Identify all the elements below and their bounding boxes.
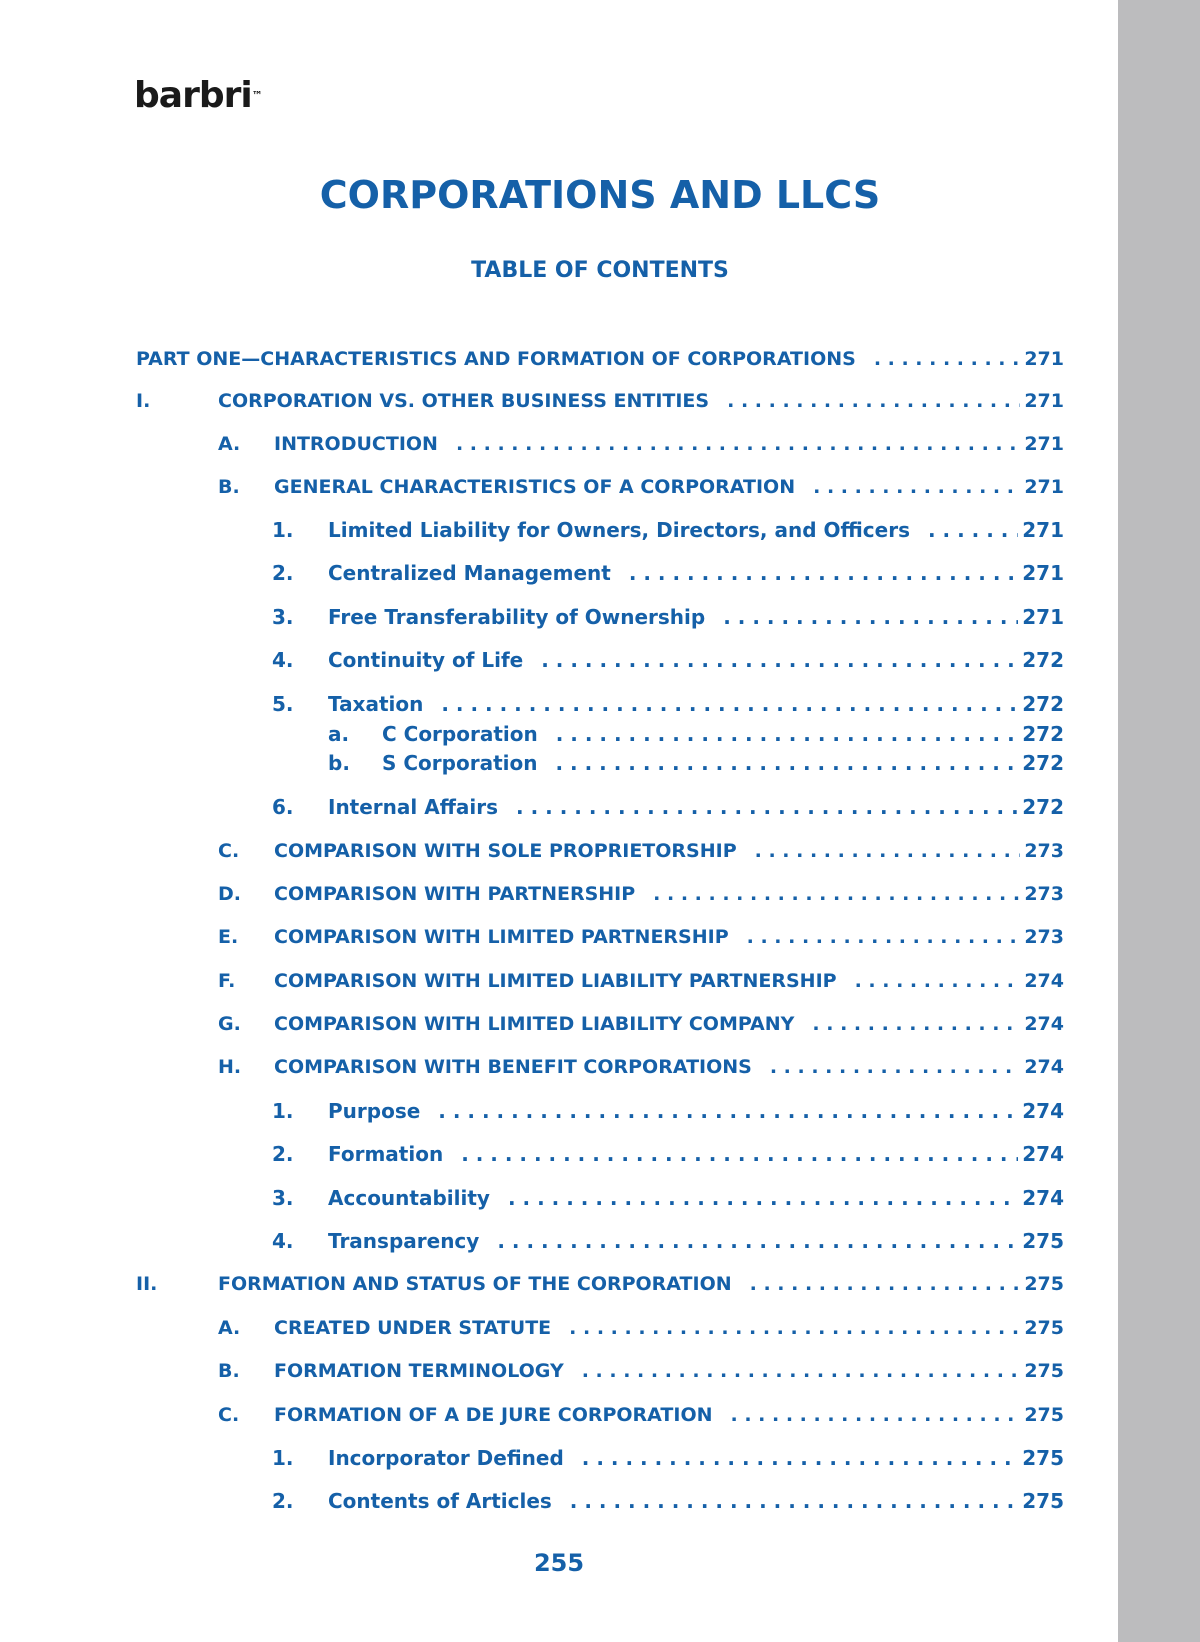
toc-entry-number: C.	[218, 1404, 240, 1426]
toc-entry-limited-liability-company[interactable]	[218, 1009, 1064, 1039]
toc-entry-number: A.	[218, 433, 241, 455]
toc-entry-text: COMPARISON WITH LIMITED LIABILITY COMPANY	[274, 1013, 795, 1035]
toc-entry-page: 271	[1024, 476, 1064, 498]
toc-entry-formation-terminology[interactable]	[218, 1356, 1064, 1386]
barbri-logo: barbri™	[134, 75, 263, 116]
toc-entry-text: COMPARISON WITH PARTNERSHIP	[274, 883, 636, 905]
toc-entry-number: 6.	[272, 795, 294, 819]
toc-entry-text: Incorporator Defined	[328, 1446, 564, 1470]
dot-leader	[812, 1009, 1020, 1039]
toc-entry-page: 272	[1022, 648, 1064, 672]
toc-entry-text: Limited Liability for Owners, Directors, and Officers	[328, 518, 910, 542]
toc-entry-number: E.	[218, 926, 239, 948]
dot-leader	[747, 922, 1021, 952]
toc-entry-benefit-corporations[interactable]	[218, 1052, 1064, 1082]
toc-entry-page: 275	[1022, 1489, 1064, 1513]
dot-leader	[653, 879, 1020, 909]
toc-entry-number: F.	[218, 970, 236, 992]
dot-leader	[755, 836, 1021, 866]
toc-entry-text: Accountability	[328, 1186, 490, 1210]
gray-margin-bar	[1118, 0, 1200, 1642]
toc-entry-limited-partnership[interactable]	[218, 922, 1064, 952]
toc-entry-number: C.	[218, 840, 240, 862]
toc-entry-page: 274	[1024, 970, 1064, 992]
toc-entry-section-ii[interactable]	[136, 1269, 1064, 1299]
dot-leader	[541, 645, 1018, 675]
dot-leader	[456, 429, 1020, 459]
toc-entry-number: B.	[218, 476, 240, 498]
dot-leader	[461, 1139, 1018, 1169]
page-number: 255	[533, 1549, 585, 1577]
toc-entry-partnership[interactable]	[218, 879, 1064, 909]
toc-entry-formation[interactable]	[272, 1139, 1064, 1169]
dot-leader	[582, 1443, 1018, 1473]
toc-entry-text: CORPORATION VS. OTHER BUSINESS ENTITIES	[218, 390, 710, 412]
dot-leader	[874, 344, 1021, 374]
toc-entry-text: COMPARISON WITH LIMITED PARTNERSHIP	[274, 926, 729, 948]
toc-entry-internal-affairs[interactable]	[272, 792, 1064, 822]
toc-entry-text: FORMATION AND STATUS OF THE CORPORATION	[218, 1273, 732, 1295]
dot-leader	[813, 472, 1020, 502]
toc-entry-text: Purpose	[328, 1099, 421, 1123]
toc-entry-taxation[interactable]	[272, 689, 1064, 719]
toc-entry-s-corporation[interactable]	[328, 748, 1064, 778]
toc-entry-text: Continuity of Life	[328, 648, 524, 672]
toc-entry-text: Centralized Management	[328, 561, 611, 585]
toc-entry-continuity-of-life[interactable]	[272, 645, 1064, 675]
toc-entry-page: 274	[1024, 1056, 1064, 1078]
toc-entry-text: CREATED UNDER STATUTE	[274, 1317, 552, 1339]
toc-entry-page: 273	[1024, 926, 1064, 948]
toc-entry-section-i[interactable]	[136, 386, 1064, 416]
dot-leader	[508, 1183, 1018, 1213]
dot-leader	[723, 602, 1018, 632]
toc-entry-introduction[interactable]	[218, 429, 1064, 459]
toc-entry-page: 272	[1022, 722, 1064, 746]
dot-leader	[569, 1313, 1020, 1343]
toc-entry-page: 271	[1022, 518, 1064, 542]
toc-entry-number: D.	[218, 883, 241, 905]
toc-entry-page: 274	[1024, 1013, 1064, 1035]
dot-leader	[441, 689, 1018, 719]
toc-entry-number: A.	[218, 1317, 241, 1339]
toc-entry-purpose[interactable]	[272, 1096, 1064, 1126]
toc-entry-number: 5.	[272, 692, 294, 716]
dot-leader	[570, 1486, 1018, 1516]
toc-heading: TABLE OF CONTENTS	[471, 258, 729, 283]
toc-entry-number: G.	[218, 1013, 241, 1035]
toc-entry-number: I.	[136, 390, 151, 412]
toc-entry-page: 273	[1024, 883, 1064, 905]
toc-entry-number: 2.	[272, 1489, 294, 1513]
toc-entry-number: 1.	[272, 1099, 294, 1123]
toc-entry-text: C Corporation	[382, 722, 538, 746]
toc-entry-number: H.	[218, 1056, 242, 1078]
dot-leader	[629, 558, 1018, 588]
toc-entry-text: COMPARISON WITH BENEFIT CORPORATIONS	[274, 1056, 752, 1078]
dot-leader	[855, 966, 1021, 996]
toc-entry-page: 271	[1024, 390, 1064, 412]
toc-entry-text: COMPARISON WITH SOLE PROPRIETORSHIP	[274, 840, 737, 862]
toc-entry-text: GENERAL CHARACTERISTICS OF A CORPORATION	[274, 476, 796, 498]
toc-entry-text: Internal Affairs	[328, 795, 499, 819]
toc-entry-number: 3.	[272, 605, 294, 629]
toc-entry-number: 2.	[272, 561, 294, 585]
dot-leader	[582, 1356, 1021, 1386]
dot-leader	[555, 748, 1018, 778]
toc-entry-number: 4.	[272, 1229, 294, 1253]
dot-leader	[497, 1226, 1018, 1256]
toc-entry-page: 272	[1022, 795, 1064, 819]
toc-entry-page: 271	[1022, 605, 1064, 629]
toc-entry-page: 274	[1022, 1099, 1064, 1123]
toc-entry-part-one[interactable]	[136, 344, 1064, 374]
dot-leader	[731, 1400, 1021, 1430]
toc-entry-number: B.	[218, 1360, 240, 1382]
toc-entry-page: 275	[1024, 1360, 1064, 1382]
toc-entry-page: 275	[1024, 1273, 1064, 1295]
dot-leader	[770, 1052, 1020, 1082]
toc-entry-page: 271	[1022, 561, 1064, 585]
toc-entry-text: Taxation	[328, 692, 424, 716]
dot-leader	[750, 1269, 1021, 1299]
logo-text: barbri	[134, 75, 252, 116]
toc-entry-number: 1.	[272, 518, 294, 542]
toc-entry-text: FORMATION TERMINOLOGY	[274, 1360, 564, 1382]
toc-entry-number: 3.	[272, 1186, 294, 1210]
dot-leader	[727, 386, 1020, 416]
toc-entry-page: 272	[1022, 692, 1064, 716]
dot-leader	[556, 719, 1019, 749]
toc-entry-text: Free Transferability of Ownership	[328, 605, 706, 629]
toc-entry-c-corporation[interactable]	[328, 719, 1064, 749]
toc-entry-created-under-statute[interactable]	[218, 1313, 1064, 1343]
dot-leader	[928, 515, 1018, 545]
toc-entry-limited-liability[interactable]	[272, 515, 1064, 545]
dot-leader	[438, 1096, 1018, 1126]
toc-entry-text: Formation	[328, 1142, 444, 1166]
toc-entry-page: 275	[1024, 1404, 1064, 1426]
toc-entry-centralized-management[interactable]	[272, 558, 1064, 588]
toc-entry-page: 275	[1024, 1317, 1064, 1339]
toc-entry-text: Contents of Articles	[328, 1489, 552, 1513]
toc-entry-sole-proprietorship[interactable]	[218, 836, 1064, 866]
toc-entry-general-characteristics[interactable]	[218, 472, 1064, 502]
toc-entry-page: 271	[1024, 433, 1064, 455]
toc-entry-number: 1.	[272, 1446, 294, 1470]
toc-entry-transparency[interactable]	[272, 1226, 1064, 1256]
toc-entry-page: 275	[1022, 1446, 1064, 1470]
toc-entry-de-jure-corporation[interactable]	[218, 1400, 1064, 1430]
toc-entry-page: 271	[1024, 348, 1064, 370]
toc-entry-page: 274	[1022, 1142, 1064, 1166]
toc-entry-number: b.	[328, 751, 350, 775]
toc-entry-free-transferability[interactable]	[272, 602, 1064, 632]
toc-entry-number: II.	[136, 1273, 158, 1295]
toc-entry-text: S Corporation	[382, 751, 538, 775]
toc-entry-text: PART ONE—CHARACTERISTICS AND FORMATION OF CORPORATIONS	[136, 348, 856, 370]
toc-entry-text: INTRODUCTION	[274, 433, 438, 455]
toc-entry-contents-of-articles[interactable]	[272, 1486, 1064, 1516]
document-title: CORPORATIONS AND LLCS	[319, 173, 881, 217]
toc-entry-text: FORMATION OF A DE JURE CORPORATION	[274, 1404, 713, 1426]
toc-entry-page: 275	[1022, 1229, 1064, 1253]
dot-leader	[516, 792, 1018, 822]
toc-entry-number: 4.	[272, 648, 294, 672]
toc-entry-text: Transparency	[328, 1229, 480, 1253]
toc-entry-accountability[interactable]	[272, 1183, 1064, 1213]
toc-entry-text: COMPARISON WITH LIMITED LIABILITY PARTNERSHIP	[274, 970, 837, 992]
toc-entry-page: 274	[1022, 1186, 1064, 1210]
toc-entry-number: a.	[328, 722, 350, 746]
toc-entry-page: 273	[1024, 840, 1064, 862]
toc-entry-page: 272	[1022, 751, 1064, 775]
toc-entry-number: 2.	[272, 1142, 294, 1166]
toc-entry-limited-liability-partnership[interactable]	[218, 966, 1064, 996]
toc-entry-incorporator-defined[interactable]	[272, 1443, 1064, 1473]
